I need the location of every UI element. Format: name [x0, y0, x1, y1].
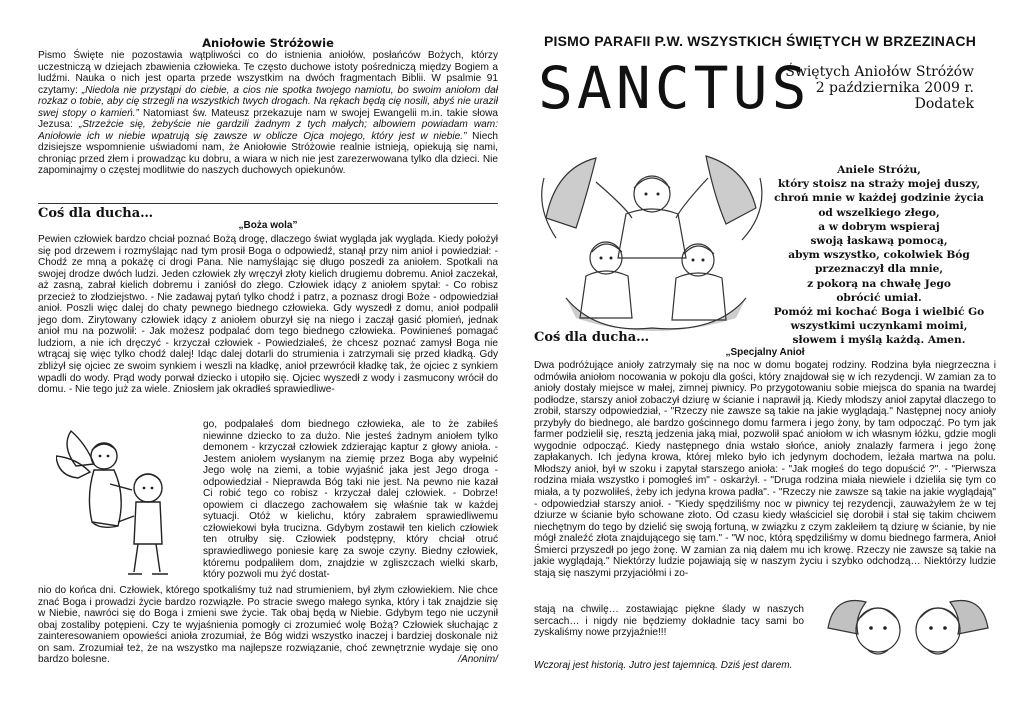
prayer-line: swoją łaskawą pomocą,: [810, 235, 948, 248]
prayer-line: abym wszystko, cokolwiek Bóg: [788, 249, 970, 262]
prayer-line: Aniele Stróżu,: [837, 164, 921, 176]
intro-paragraph: [38, 50, 498, 177]
prayer-line: od wszelkiego złego,: [818, 206, 940, 219]
section-heading: Coś dla ducha…: [38, 206, 154, 221]
prayer-line: obrócić umiał.: [836, 291, 922, 304]
feast-name: Świętych Aniołów Stróżów: [785, 64, 974, 80]
prayer-line: przeznaczył dla mnie,: [814, 263, 944, 276]
issue-date: 2 października 2009 r.: [815, 80, 974, 96]
story-paragraph-bottom: stają na chwilę… zostawiając piękne ślady w naszych sercach… i nigdy nie będziemy dokładnie tacy sami bo zyskaliśmy nowe przyjaźnie!!!: [534, 604, 804, 639]
intro-text-1: Pismo Święte nie pozostawia wątpliwości co do istnienia aniołów, posłańców Bożych, którzy uczestniczą w dziejach zbawienia człowieka. Te często duchowe istoty pośredniczą między Bogiem a ludźmi. Nauka o nich jest oparta przede wszystkim na dwóch fragmentach Biblii. W psalmie 91 czytamy:: [38, 50, 498, 96]
story-title: „Specjalny Anioł: [725, 347, 805, 358]
story-bottom-text: nio do końca dni. Człowiek, którego spotkaliśmy tuż nad strumieniem, był złym człowiekiem. Nie chce znać Boga i prowadzi życie bardzo rozwiązłe. Po stracie swego małego synka, który i tak znajdzie się w Niebie, nawróci się do Boga i zmieni swe życie. Tak obaj będą w Niebie. Gdybym tego nie uczynił obaj zostaliby potępieni. Czy te wyjaśnienia pomogły ci zrozumieć wolę Bożą? Człowiek słuchając z zainteresowaniem opowieści anioła zrozumiał, że Bóg widzi wszystko inaczej i bardziej doskonale niż on sam. Zrozumiał też, że na wszystko ma najlepsze rozwiązanie, choć zewnętrznie wydaje się ono bardzo bolesne.: [38, 585, 498, 666]
story-title: „Boża wola”: [238, 220, 298, 231]
intro-text-2: Natomiast św. Mateusz przekazuje nam w swojej Ewangelii m.in. takie słowa Jezusa:: [38, 107, 498, 131]
prayer-line: słowem i myślą każdą. Amen.: [792, 334, 966, 347]
intro-text-3: Niech dzisiejsze wspomnienie uświadomi nam, że Aniołowie Stróżowie realnie istnieją, opiekują się nami, chroniąc przed złem i prowadząc ku dobru, a wiara w nich nie jest zarezerwowana tylko dla dzieci. Nie zapominajmy o częstej modlitwie do naszych duchowych opiekunów.: [38, 130, 498, 177]
section-divider: [38, 203, 498, 204]
closing-quote: Wczoraj jest historią. Jutro jest tajemnicą. Dziś jest darem.: [534, 660, 793, 671]
issue-type: Dodatek: [914, 96, 974, 112]
gospel-quote: „Strzeżcie się, żebyście nie gardzili żadnym z tych małych; albowiem powiadam wam: Aniołowie ich w niebie wpatrują się zawsze w oblicze Ojca mojego, który jest w niebie.”: [38, 119, 498, 142]
angel-with-child-illustration: [56, 426, 186, 586]
article-title: Aniołowie Stróżowie: [202, 36, 334, 50]
guardian-angel-prayer: [762, 163, 996, 348]
section-heading: Coś dla ducha…: [534, 330, 650, 345]
story-paragraph-top: Pewien człowiek bardzo chciał poznać Bożą drogę, dlaczego świat wygląda jak wygląda. Kiedy położył się pod drzewem i rozmyślając nad tym prosił Boga o odpowiedź, stanął przy nim anioł i powiedział: - Chodź ze mną a pokażę ci drogi Pana. Nie namyślając się długo poszedł za aniołem. Spotkali na swojej drodze dwóch ludzi. Jeden człowiek zły wręczył złoty kielich drugiemu dobremu. Anioł zaczekał, aż zasną, zabrał kielich dobremu i zaniósł do złego. Człowiek idący z aniołem spytał: - Co robisz przecież to złodziejstwo. - Nie zadawaj pytań tylko chodź i patrz, a poznasz drogi Boże - odpowiedział anioł. Poszli więc dalej do chaty pewnego biednego człowieka. Gdy wyszedł z domu, anioł podpalił jego dom. Zirytowany człowiek idący z aniołem oburzył się na niego i zaczął gasić płomień, jednak anioł mu na pozwolił: - Jak możesz podpalać dom tego biednego człowieka. Powinieneś pomagać ludziom, a nie ich dręczyć - krzyczał człowiek - Powiedziałeś, że chcesz poznać zamysł Boga nie wtrącaj się więc tylko chodź dalej! Idąc dalej dotarli do strumienia i zatrzymali się przed kładką. Gdy zbliżył się ojciec ze swoim synkiem i weszli na kładkę, anioł przewrócił kładkę tak, że ojciec z synkiem wpadli do wody. Prąd wody porwał dziecko i utopiło się. Ojciec wyszedł z wody i zasmucony wrócił do domu. - Nie tego już za wiele. Zniosłem jak okradłeś sprawiedliwe-: [38, 234, 498, 396]
angels-illustration: [536, 148, 768, 338]
prayer-line: który stoisz na straży mojej duszy,: [777, 178, 981, 191]
issue-meta: [785, 64, 974, 112]
prayer-line: a w dobrym wspieraj: [818, 220, 940, 233]
story-paragraph-middle: go, podpalałeś dom biednego człowieka, ale to że zabiłeś niewinne dziecko to za dużo. Nie jesteś żadnym aniołem tylko demonem - krzyczał człowiek zdzierając kaptur z głowy anioła. - Jestem aniołem wysłanym na ziemię przez Boga aby wypełnić Jego wolę na ziemi, a tobie wyjaśnić jaka jest Jego droga - odpowiedział - Nieprawda Bóg taki nie jest. Na pewno nie kazał Ci robić tego co robisz - krzyczał dalej człowiek. - Dobrze! opowiem ci dlaczego zachowałem się właśnie tak w każdej sytuacji. Otóż w kielichu, który zabrałem sprawiedliwemu człowiekowi była trucizna. Gdybym zostawił ten kielich człowiek ten otrułby się. Człowiek podstępny, który chciał otruć sprawiedliwego poniesie karę za swoje czyny. Biedny człowiek, któremu podpaliłem dom, znajdzie w zgliszczach wielki skarb, który pozwoli mu żyć dostat-: [203, 419, 498, 581]
story-paragraph-top: Dwa podróżujące anioły zatrzymały się na noc w domu bogatej rodziny. Rodzina była niegrzeczna i odmówiła aniołom nocowania w pokoju dla gości, który znajdował się w ich rezydencji. W zamian za to anioły dostały miejsce w małej, zimnej piwnicy. Po przygotowaniu sobie miejsca do spania na twardej podłodze, starszy anioł zobaczył dziurę w ścianie i naprawił ją. Kiedy młodszy anioł zapytał dlaczego to zrobił, starszy odpowiedział, - "Rzeczy nie zawsze są takie na jakie wyglądają." Następnej nocy anioły przybyły do biednego, ale bardzo gościnnego domu farmera i jego żony, by tam odpocząć. Po tym jak farmer podzielił się, resztą jedzenia jaką miał, pozwolił spać aniołom w ich własnym łóżku, gdzie mogli wygodnie odpocząć. Kiedy następnego dnia wstało słońce, anioły znalazły farmera i jego żonę zapłakanych. Ich jedyna krowa, której mleko było ich jedynym dochodem, leżała martwa na polu. Młodszy anioł, był w szoku i zapytał starszego anioła: - "Jak mogłeś do tego dopuścić ?". - "Pierwsza rodzina miała wszystko i pomogłeś im" - oskarżył. - "Druga rodzina miała niewiele i dzieliła się tym co miała, a ty pozwoliłeś, żeby ich jedyna krowa padła". - "Rzeczy nie zawsze są takie na jakie wyglądają" - odpowiedział starszy anioł. - "Kiedy spędziliśmy noc w piwnicy tej rezydencji, zauważyłem że w tej dziurze w ścianie było schowane złoto. Od czasu kiedy właściciel się dorobił i stał się takim chciwem niechętnym do tego by dzielić się swoją fortuną, w związku z czym zakleiłem tą dziurę w ścianie, by nie mógł znaleźć złota znajdującego się tam." - "W noc, którą spędziliśmy w domu biednego farmera, Anioł Śmierci przyszedł po jego żonę. W zamian za nią dałem mu ich krowę. Rzeczy nie zawsze są takie na jakie wyglądają." Niektórzy ludzie pojawiają się w naszym życiu i szybko odchodzą… Niektórzy ludzie stają się naszymi przyjaciółmi i zo-: [534, 360, 996, 579]
sanctus-logo: SANCTUS: [538, 54, 811, 122]
psalm-quote: „Niedola nie przystąpi do ciebie, a cios nie spotka twojego namiotu, bo swoim aniołom dał rozkaz o tobie, aby cię strzegli na wszystkich twych drogach. Na rękach będą cię nosili, abyś nie uraził swej stopy o kamień.”: [38, 84, 498, 119]
prayer-line: z pokorą na chwałę Jego: [807, 277, 951, 290]
story-paragraph-bottom: [38, 585, 498, 666]
story-signature: /Anonim/: [458, 654, 498, 666]
cherubs-illustration: [824, 588, 992, 668]
prayer-line: wszystkimi uczynkami moimi,: [790, 320, 968, 333]
prayer-line: Pomóż mi kochać Boga i wielbić Go: [773, 306, 985, 319]
right-page: [534, 0, 996, 724]
parish-masthead: PISMO PARAFII P.W. WSZYSTKICH ŚWIĘTYCH W BRZEZINACH: [544, 33, 977, 49]
left-page: [38, 0, 498, 724]
prayer-line: chroń mnie w każdej godzinie życia: [774, 192, 984, 205]
